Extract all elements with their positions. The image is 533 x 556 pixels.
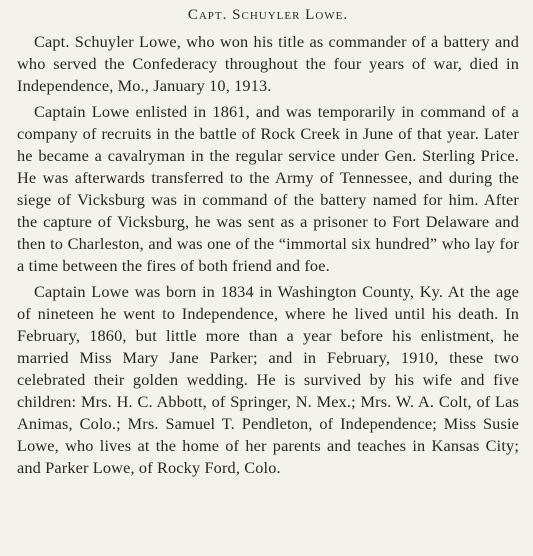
paragraph-2: Captain Lowe enlisted in 1861, and was temporarily in command of a company of recruits in the battle of Rock Creek in June of that year. Later he became a cavalryman in the regular service under Gen. Sterling Price. He was afterwards transferred to the Army of Tennessee, and during the siege of Vicksburg was in command of the battery named for him. After the capture of Vicksburg, he was sent as a prisoner to Fort Delaware and then to Charleston, and was one of the “immortal six hundred” who lay for a time between the fires of both friend and foe. [17,102,519,275]
paragraph-3: Captain Lowe was born in 1834 in Washington County, Ky. At the age of nineteen he went to Independence, where he lived until his death. In February, 1860, but little more than a year before his enlistment, he married Miss Mary Jane Parker; and in February, 1910, these two celebrated their golden wedding. He is survived by his wife and five children: Mrs. H. C. Abbott, of Springer, N. Mex.; Mrs. W. A. Colt, of Las Animas, Colo.; Mrs. Samuel T. Pendleton, of Independence; Miss Susie Lowe, who lives at the home of her parents and teaches in Kansas City; and Parker Lowe, of Rocky Ford, Colo. [17,282,519,477]
article-title: Capt. Schuyler Lowe. [187,7,349,23]
paragraph-1: Capt. Schuyler Lowe, who won his title as commander of a battery and who served the Confederacy throughout the four years of war, died in Independence, Mo., January 10, 1913. [17,32,519,95]
